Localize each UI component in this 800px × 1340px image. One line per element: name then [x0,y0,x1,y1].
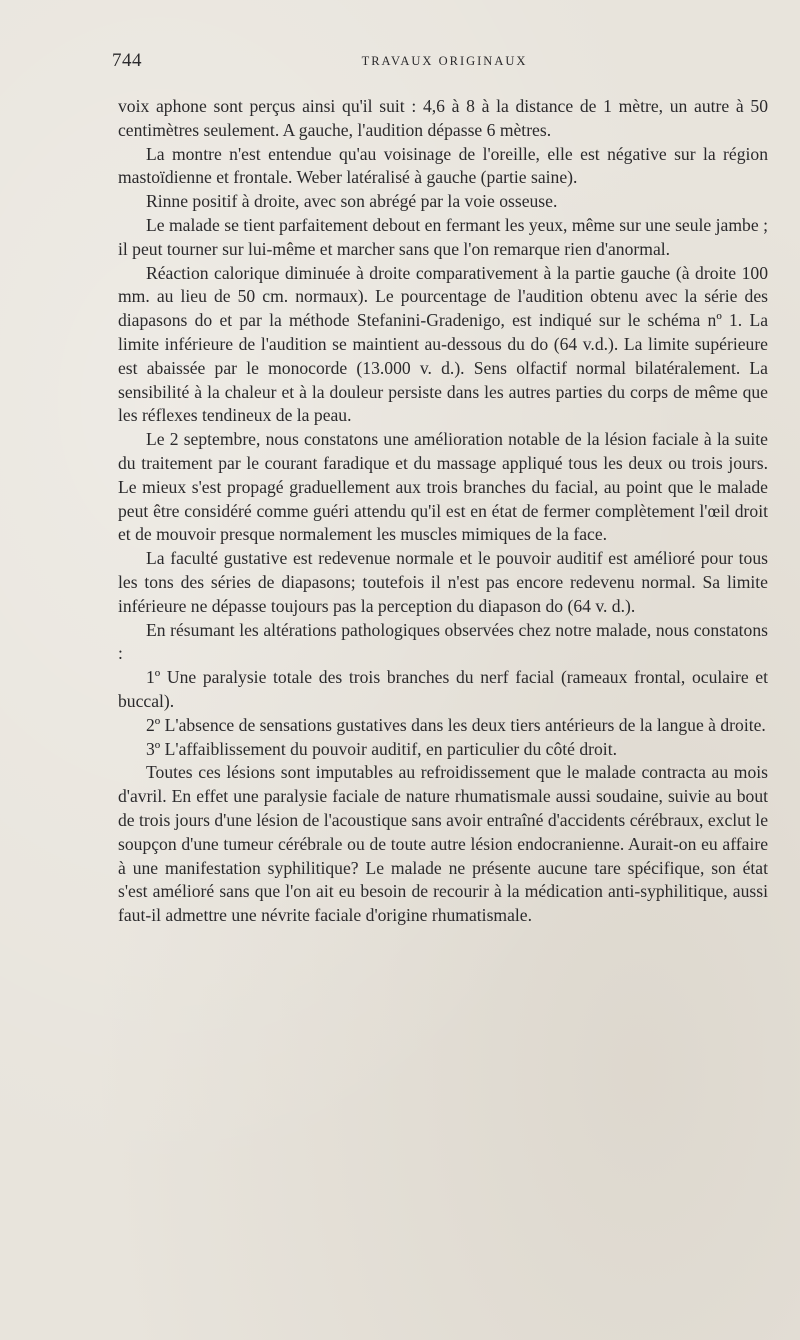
paragraph: En résumant les altérations pathologiques observées chez notre malade, nous constatons : [118,619,768,664]
page-header [112,50,777,74]
paragraph: Le 2 septembre, nous constatons une amélioration notable de la lésion faciale à la suite du traitement par le courant faradique et du massage appliqué tous les deux ou trois jours. Le mieux s'est propagé graduellement aux trois branches du facial, au point que le malade peut être considéré comme guéri attendu qu'il est en état de fermer complètement l'œil droit et de mouvoir presque normalement les muscles mimiques de la face. [118,429,768,545]
paragraph: Réaction calorique diminuée à droite comparativement à la partie gauche (à droite 100 mm. au lieu de 50 cm. normaux). Le pourcentage de l'audition obtenu avec la série des diapasons do et par la méthode Stefanini-Gradenigo, est indiqué sur le schéma nº 1. La limite inférieure de l'audition se maintient au-dessous du do (64 v.d.). La limite supérieure est abaissée par le monocorde (13.000 v. d.). Sens olfactif normal bilatéralement. La sensibilité à la chaleur et à la douleur persiste dans les autres parties du corps de même que les réflexes tendineux de la peau. [118,262,768,426]
page-number: 744 [112,50,142,71]
paragraph-continuation: voix aphone sont perçus ainsi qu'il suit : 4,6 à 8 à la distance de 1 mètre, un autre à 50 centimètres seulement. A gauche, l'audition dépasse 6 mètres. [118,96,768,140]
body-text [118,95,768,928]
list-item: 1º Une paralysie totale des trois branches du nerf facial (rameaux frontal, oculaire et buccal). [118,667,768,711]
paragraph: Rinne positif à droite, avec son abrégé par la voie osseuse. [146,191,558,212]
list-item: 2º L'absence de sensations gustatives dans les deux tiers antérieurs de la langue à droite. [146,714,766,735]
running-title: TRAVAUX ORIGINAUX [361,54,528,68]
list-item: 3º L'affaiblissement du pouvoir auditif, en particulier du côté droit. [146,738,617,759]
paragraph: La faculté gustative est redevenue normale et le pouvoir auditif est amélioré pour tous les tons des séries de diapasons; toutefois il n'est pas encore redevenu normal. Sa limite inférieure ne dépasse toujours pas la perception du diapason do (64 v. d.). [118,548,768,616]
paragraph: La montre n'est entendue qu'au voisinage de l'oreille, elle est négative sur la région mastoïdienne et frontale. Weber latéralisé à gauche (partie saine). [118,143,768,188]
paragraph: Toutes ces lésions sont imputables au refroidissement que le malade contracta au mois d'avril. En effet une paralysie faciale de nature rhumatismale aussi soudaine, suivie au bout de trois jours d'une lésion de l'acoustique sans avoir entraîné d'accidents cérébraux, exclut le soupçon d'une tumeur cérébrale ou de toute autre lésion endocranienne. Aurait-on eu affaire à une manifestation syphilitique? Le malade ne présente aucune tare spécifique, son état s'est amélioré sans que l'on ait eu besoin de recourir à la médication anti-syphilitique, aussi faut-il admettre une névrite faciale d'origine rhumatismale. [118,762,768,926]
paragraph: Le malade se tient parfaitement debout en fermant les yeux, même sur une seule jambe ; il peut tourner sur lui-même et marcher sans que l'on remarque rien d'anormal. [118,214,768,259]
